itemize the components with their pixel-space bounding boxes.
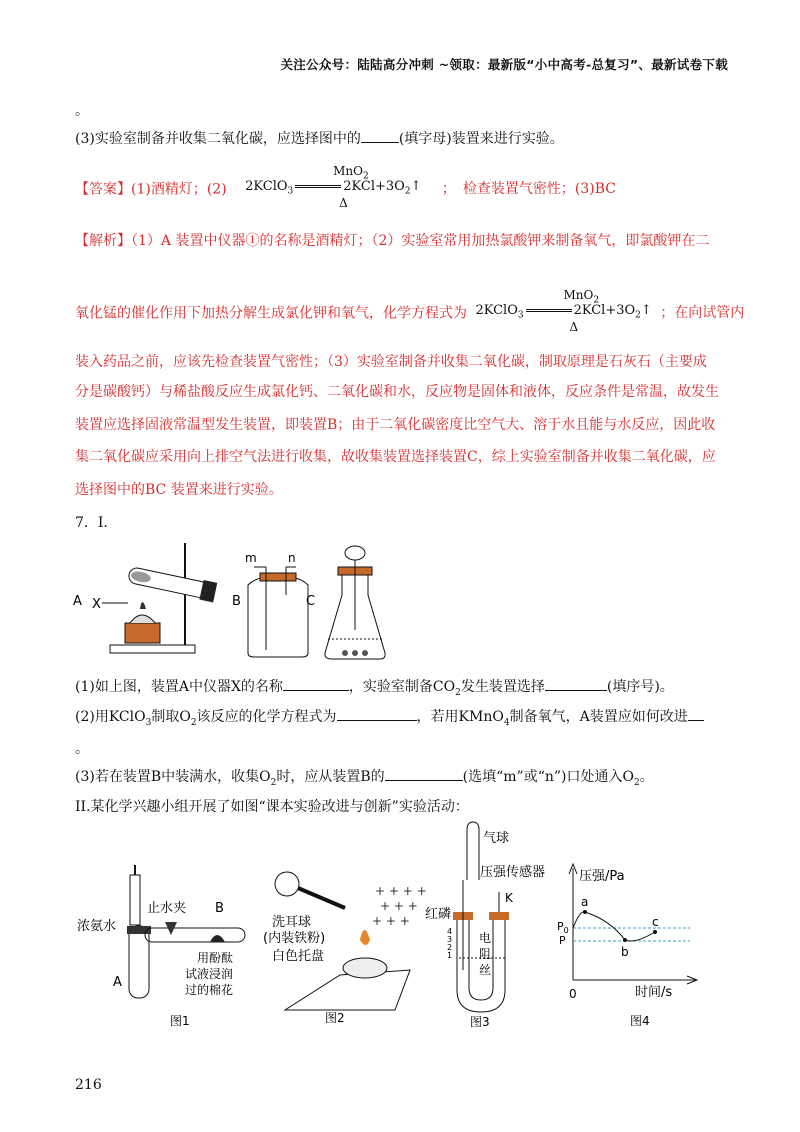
y-axis-label: 压强/Pa: [579, 869, 625, 884]
figure-3-caption: 图3: [470, 1015, 490, 1029]
svg-text:过的棉花: 过的棉花: [185, 983, 234, 997]
svg-text:止水夹: 止水夹: [147, 901, 187, 916]
analysis-line-1: 【解析】（1）A 装置中仪器①的名称是酒精灯；（2）实验室常用加热氯酸钾来制备氧气，即氯酸钾在二: [75, 233, 710, 249]
svg-text:浓氨水: 浓氨水: [77, 919, 117, 934]
svg-text:+ + + +: + + + +: [375, 884, 427, 898]
svg-text:试液浸润: 试液浸润: [185, 967, 234, 981]
answer-line: 【答案】(1)酒精灯；(2) MnO$_2$ 2KClO$_3$ $2KCl+3O_2↑$ Δ ； 检查装置气密性；(3)BC: [75, 164, 617, 210]
analysis-line-7: 选择图中的BC 装置来进行实验。: [75, 482, 283, 498]
svg-text:3: 3: [447, 935, 453, 944]
svg-text:洗耳球: 洗耳球: [272, 915, 312, 930]
question-7-number: 7．I.: [75, 515, 108, 531]
svg-text:(内装铁粉): (内装铁粉): [263, 931, 326, 946]
page-number: 216: [75, 1077, 102, 1093]
svg-text:压强传感器: 压强传感器: [480, 865, 546, 880]
analysis-line-5: 装置应选择固液常温型发生装置，即装置B；由于二氧化碳密度比空气大、溶于水且能与水反应，因此收: [75, 417, 716, 433]
label-A: A: [73, 594, 82, 609]
analysis-line-2: 氧化锰的催化作用下加热分解生成氯化钾和氧气，化学方程式为 MnO$_2$ 2KClO$_3$ $2KCl+3O_2↑$ Δ ；在向试管内: [75, 288, 745, 334]
analysis-line-4: 分是碳酸钙）与稀盐酸反应生成氯化钙、二氧化碳和水，反应物是固体和液体，反应条件是常温，故发生: [75, 384, 719, 400]
svg-text:P0: $P_0$: [557, 920, 569, 935]
figure-1-ammonia: [75, 860, 260, 1030]
svg-text:B: B: [215, 901, 224, 916]
figure-2-iron-powder: [260, 860, 430, 1030]
label-C: C: [306, 594, 316, 609]
figure-2-caption: 图2: [325, 1011, 345, 1025]
svg-text:丝: 丝: [479, 963, 492, 977]
svg-text:A: A: [113, 975, 122, 990]
svg-text:a: a: [581, 895, 589, 909]
svg-text:P: P: [559, 934, 566, 947]
answer-label: 【答案】: [75, 181, 131, 198]
svg-text:+ + +: + + +: [372, 914, 410, 928]
svg-text:气球: 气球: [483, 831, 510, 846]
label-n: n: [288, 551, 296, 565]
figure-3-pressure-sensor: [425, 820, 550, 1030]
svg-text:4: 4: [447, 927, 453, 936]
svg-text:1: 1: [447, 951, 453, 960]
svg-text:0: 0: [569, 987, 577, 1001]
label-m: m: [245, 551, 257, 565]
analysis-line-3: 装入药品之前，应该先检查装置气密性；（3）实验室制备并收集二氧化碳，制取原理是石灰石（主要成: [75, 354, 707, 370]
figure-4-pressure-graph: [555, 860, 700, 1030]
svg-text:红磷: 红磷: [425, 907, 452, 922]
label-X: X: [92, 597, 101, 612]
svg-text:阻: 阻: [479, 947, 492, 961]
trailing-period: 。: [75, 103, 89, 119]
svg-text:2: 2: [447, 943, 453, 952]
question-7-part-1: (1)如上图，装置A中仪器X的名称 ，实验室制备$CO_2$发生装置选择 (填序号)。: [75, 676, 728, 704]
svg-text:K: K: [505, 891, 513, 905]
equation-kclo3-2: MnO$_2$ 2KClO$_3$ $2KCl+3O_2↑$ Δ: [475, 288, 652, 334]
question-7-part-ii: II.某化学兴趣小组开展了如图“课本实验改进与创新”实验活动：: [75, 799, 469, 815]
svg-text:用酚酞: 用酚酞: [197, 951, 234, 965]
equation-kclo3: MnO$_2$ 2KClO$_3$ $2KCl+3O_2↑$ Δ: [245, 164, 422, 210]
label-B: B: [232, 594, 241, 609]
question-7-part-2: (2)用KClO$_3$制取$O_2$该反应的化学方程式为 ，若用KMnO$_4$制备氧气，A装置应如何改进: [75, 706, 728, 734]
svg-text:c: c: [652, 915, 659, 929]
svg-text:+ + +: + + +: [380, 899, 418, 913]
svg-text:b: b: [621, 945, 629, 959]
svg-text:电: 电: [479, 931, 492, 945]
x-axis-label: 时间/s: [635, 985, 673, 1000]
svg-text:白色托盘: 白色托盘: [272, 949, 325, 964]
question-7-part-3: (3)若在装置B中装满水，收集$O_2$时，应从装置B的 (选填“m”或“n”)口处通入$O_2$。: [75, 766, 728, 794]
page-header: 关注公众号：陆陆高分冲刺 ~领取：最新版“小中高考-总复习”、最新试卷下载: [280, 57, 728, 72]
question-3: (3)实验室制备并收集二氧化碳，应选择图中的 (填字母)装置来进行实验。: [75, 128, 728, 150]
question-7-part-2-end: 。: [75, 741, 89, 757]
analysis-line-6: 集二氧化碳应采用向上排空气法进行收集，故收集装置选择装置C，综上实验室制备并收集二氧化碳，应: [75, 449, 716, 465]
figure-1-caption: 图1: [170, 1014, 190, 1028]
figure-4-caption: 图4: [630, 1014, 650, 1028]
apparatus-figure-abc: [70, 535, 390, 665]
